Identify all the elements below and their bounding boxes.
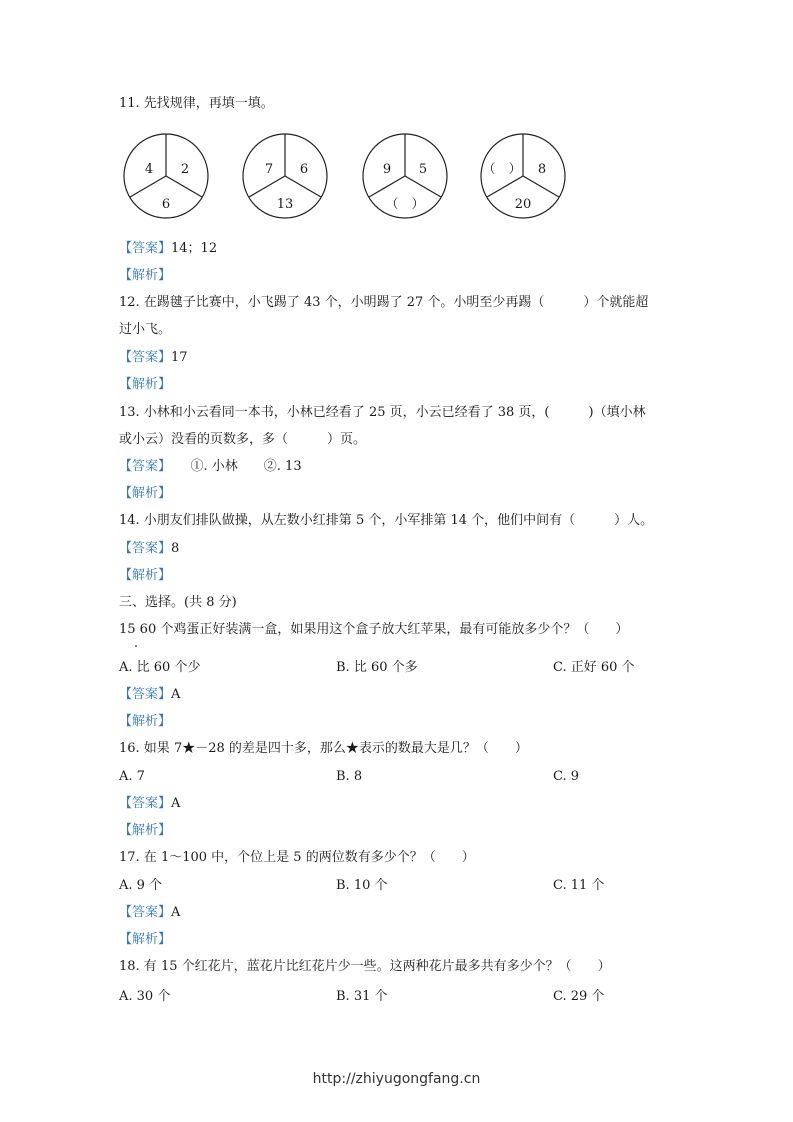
circle-2-bottom: 13: [276, 197, 294, 212]
q11-circle-diagrams: [0, 0, 793, 260]
q16-option-c: C. 9: [553, 769, 580, 784]
q14-answer: 8: [171, 541, 180, 556]
q18-option-a: A. 30 个: [119, 989, 171, 1004]
q16-answer-row: [119, 795, 180, 813]
q11-question: 11. 先找规律，再填一填。: [119, 96, 274, 111]
q13-answer-row: [119, 458, 302, 476]
q16-option-a: A. 7: [119, 769, 145, 784]
circle-3-right: 5: [418, 162, 428, 177]
answer-tag: 【答案】: [119, 541, 172, 556]
q13-question-line1: 13. 小林和小云看同一本书，小林已经看了 25 页，小云已经看了 38 页，( )（填小林: [119, 405, 646, 420]
circle-1-left: 4: [144, 162, 154, 177]
q13-answer: ①. 小林 ②. 13: [164, 459, 302, 474]
circle-3-left: 9: [382, 162, 392, 177]
q18-question: 18. 有 15 个红花片，蓝花片比红花片少一些。这两种花片最多共有多少个？（ ）: [119, 959, 611, 974]
q12-analysis-tag: 【解析】: [119, 377, 172, 392]
q17-option-a: A. 9 个: [119, 878, 163, 893]
q16-question: 16. 如果 7★－28 的差是四十多，那么★表示的数最大是几？（ ）: [119, 741, 528, 756]
q15-option-c: C. 正好 60 个: [553, 660, 635, 675]
answer-tag: 【答案】: [119, 905, 172, 920]
circle-3-bottom: （ ）: [385, 197, 425, 212]
q15-answer: A: [171, 687, 181, 702]
q17-option-c: C. 11 个: [553, 878, 605, 893]
q14-question: 14. 小朋友们排队做操，从左数小红排第 5 个，小军排第 14 个，他们中间有（ ）人。: [119, 513, 654, 528]
circle-2-right: 6: [299, 162, 309, 177]
q12-question-line1: 12. 在踢毽子比赛中，小飞踢了 43 个，小明踢了 27 个。小明至少再踢（ ）个就能超: [119, 295, 649, 310]
circle-2-left: 7: [264, 162, 274, 177]
q18-option-c: C. 29 个: [553, 989, 605, 1004]
q17-question: 17. 在 1～100 中，个位上是 5 的两位数有多少个？（ ）: [119, 850, 475, 865]
answer-tag: 【答案】: [119, 687, 172, 702]
q17-analysis-tag: 【解析】: [119, 932, 172, 947]
q14-analysis-tag: 【解析】: [119, 568, 172, 583]
q12-answer-row: [119, 349, 188, 367]
circle-4-left: （ ）: [482, 162, 522, 177]
circle-1-right: 2: [180, 162, 190, 177]
q15-question: 15 60 个鸡蛋正好装满一盒，如果用这个盒子放大红苹果，最有可能放多少个？（ ）: [119, 622, 629, 637]
q11-analysis-tag: 【解析】: [119, 268, 172, 283]
q13-question-line2: 或小云）没看的页数多，多（ ）页。: [119, 432, 367, 447]
q12-answer: 17: [171, 350, 188, 365]
q17-answer: A: [171, 905, 181, 920]
q16-answer: A: [171, 796, 181, 811]
q16-option-b: B. 8: [336, 769, 363, 784]
circle-4-right: 8: [537, 162, 547, 177]
answer-tag: 【答案】: [119, 241, 172, 256]
circle-4-bottom: 20: [514, 197, 532, 212]
q16-analysis-tag: 【解析】: [119, 823, 172, 838]
q15-option-b: B. 比 60 个多: [336, 660, 418, 675]
q11-answer: 14；12: [171, 241, 218, 256]
q18-option-b: B. 31 个: [336, 989, 388, 1004]
answer-tag: 【答案】: [119, 459, 165, 474]
answer-tag: 【答案】: [119, 350, 172, 365]
q15-answer-row: [119, 686, 180, 704]
q14-answer-row: [119, 540, 179, 558]
q15-analysis-tag: 【解析】: [119, 714, 172, 729]
q12-question-line2: 过小飞。: [119, 322, 172, 337]
answer-tag: 【答案】: [119, 796, 172, 811]
section-3-title: 三、选择。(共 8 分): [119, 595, 237, 610]
q17-answer-row: [119, 904, 180, 922]
q15-option-a: A. 比 60 个少: [119, 660, 201, 675]
q17-option-b: B. 10 个: [336, 878, 388, 893]
q11-answer-row: [119, 240, 217, 258]
footer-url: http://zhiyugongfang.cn: [312, 1071, 481, 1087]
q13-analysis-tag: 【解析】: [119, 486, 172, 501]
stray-dot: [135, 645, 137, 647]
circle-1-bottom: 6: [161, 197, 171, 212]
